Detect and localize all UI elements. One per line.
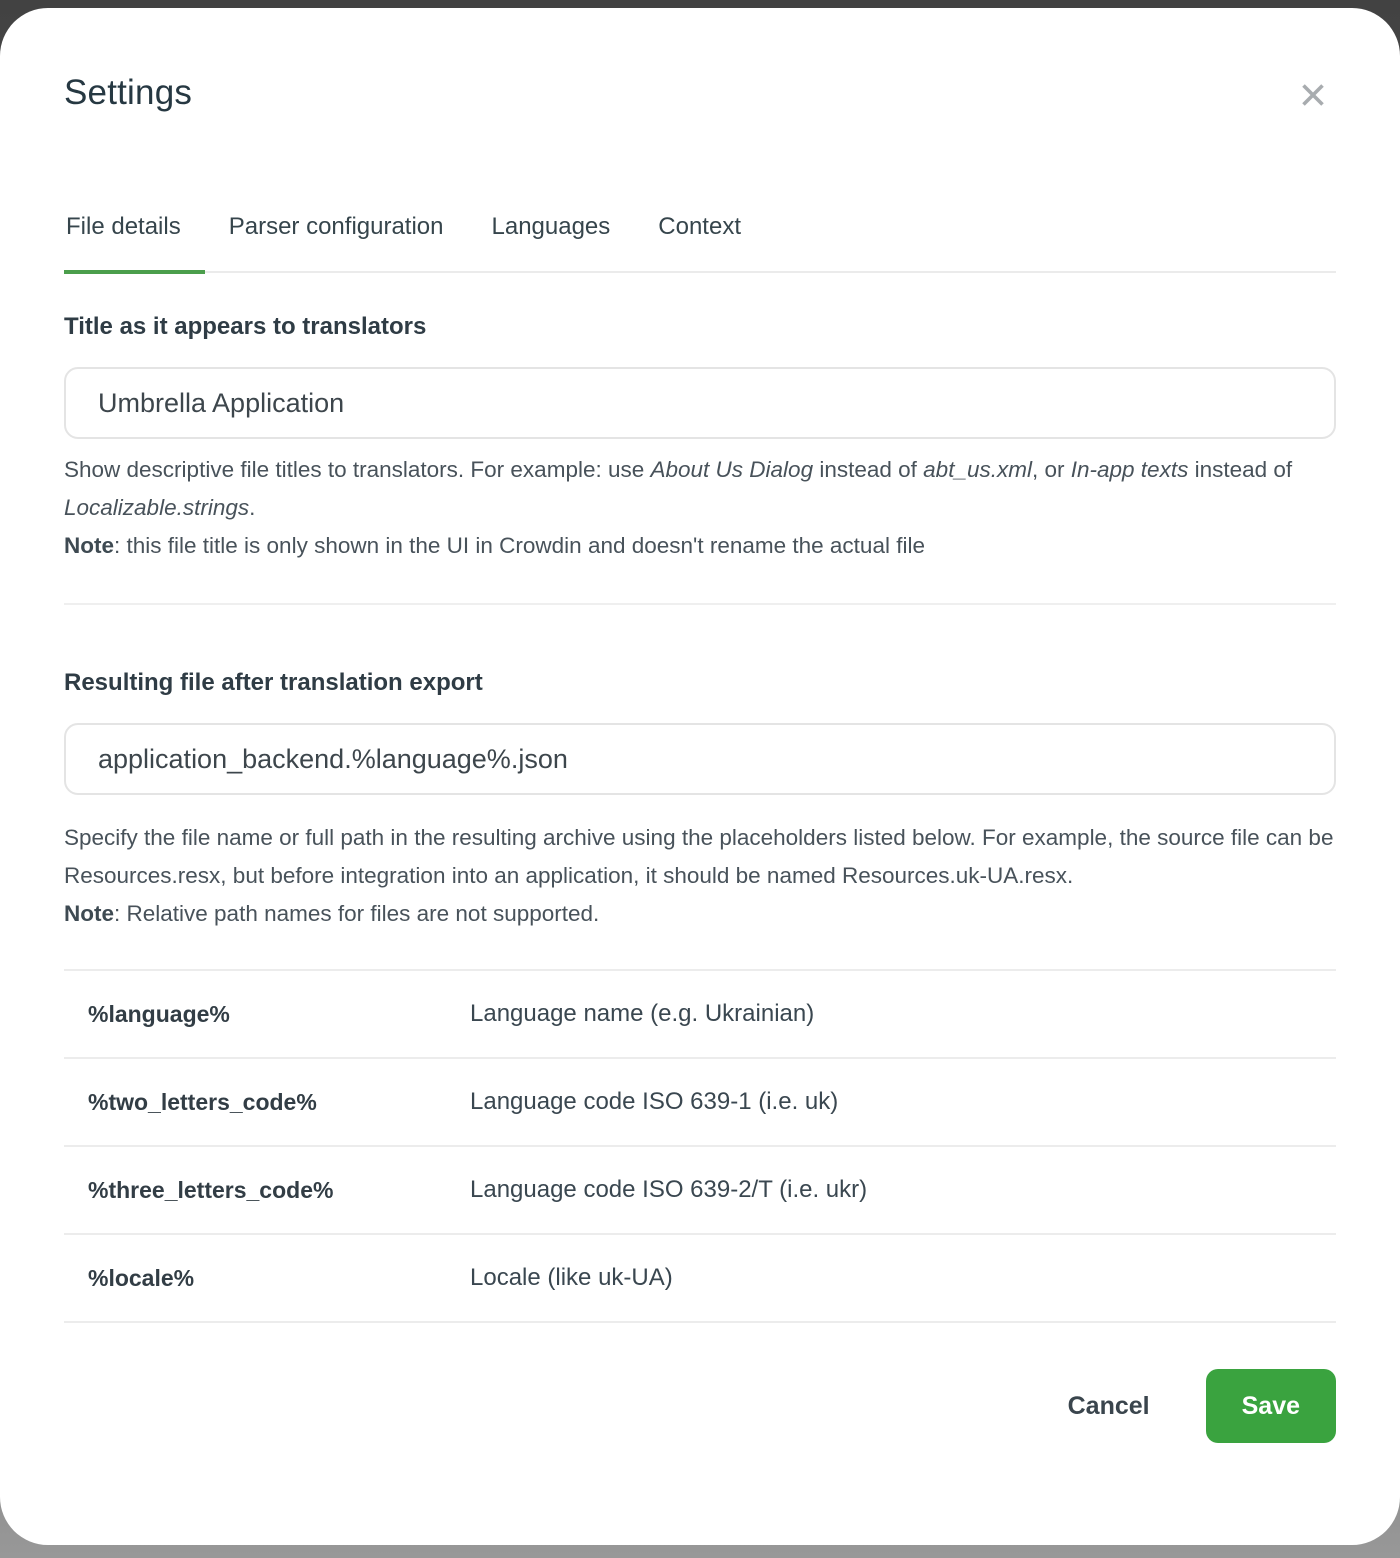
resulting-file-input[interactable] xyxy=(64,723,1336,795)
settings-modal xyxy=(0,8,1400,1545)
table-row xyxy=(64,1059,1336,1147)
placeholder-code: %two_letters_code% xyxy=(88,1088,317,1115)
tab-bar xyxy=(64,211,1336,273)
tab-languages[interactable]: Languages xyxy=(491,213,611,240)
close-icon xyxy=(1296,100,1330,115)
placeholder-code: %locale% xyxy=(88,1264,195,1291)
cancel-button[interactable]: Cancel xyxy=(1067,1391,1150,1420)
placeholder-code: %language% xyxy=(88,1000,230,1027)
title-help-paragraph: Show descriptive file titles to translators. For example: use About Us Dialog instead of abt_us.xml, or In-app texts instead of Localizable.strings. xyxy=(64,457,1293,520)
placeholder-code: %three_letters_code% xyxy=(88,1176,334,1203)
tab-file-details[interactable]: File details xyxy=(64,211,205,274)
export-section xyxy=(64,667,1336,933)
section-divider xyxy=(64,603,1336,605)
close-button[interactable] xyxy=(1296,78,1330,112)
placeholders-table xyxy=(64,969,1336,1323)
title-section xyxy=(64,311,1336,565)
page-title: Settings xyxy=(64,73,193,112)
modal-header xyxy=(64,70,1336,116)
title-help-text xyxy=(64,451,1336,565)
export-help-paragraph: Specify the file name or full path in the resulting archive using the placeholders listed below. For example, the source file can be Resources.resx, but before integration into an application, it should be named Resources.uk-UA.resx. xyxy=(64,825,1334,888)
placeholder-description: Language name (e.g. Ukrainian) xyxy=(470,1000,815,1027)
placeholder-description: Locale (like uk-UA) xyxy=(470,1264,673,1291)
tab-parser-configuration[interactable]: Parser configuration xyxy=(228,213,444,240)
save-button[interactable]: Save xyxy=(1206,1369,1336,1443)
table-row xyxy=(64,1147,1336,1235)
placeholder-description: Language code ISO 639-1 (i.e. uk) xyxy=(470,1088,839,1115)
table-row xyxy=(64,971,1336,1059)
placeholder-description: Language code ISO 639-2/T (i.e. ukr) xyxy=(470,1176,868,1203)
title-input[interactable] xyxy=(64,367,1336,439)
table-row xyxy=(64,1235,1336,1323)
export-section-label: Resulting file after translation export xyxy=(64,669,483,696)
export-help-note: Note: Relative path names for files are not supported. xyxy=(64,901,600,926)
export-help-text xyxy=(64,819,1336,933)
modal-footer xyxy=(64,1323,1336,1498)
title-section-label: Title as it appears to translators xyxy=(64,313,427,340)
title-help-note: Note: this file title is only shown in the UI in Crowdin and doesn't rename the actual file xyxy=(64,533,925,558)
tab-context[interactable]: Context xyxy=(658,213,741,240)
